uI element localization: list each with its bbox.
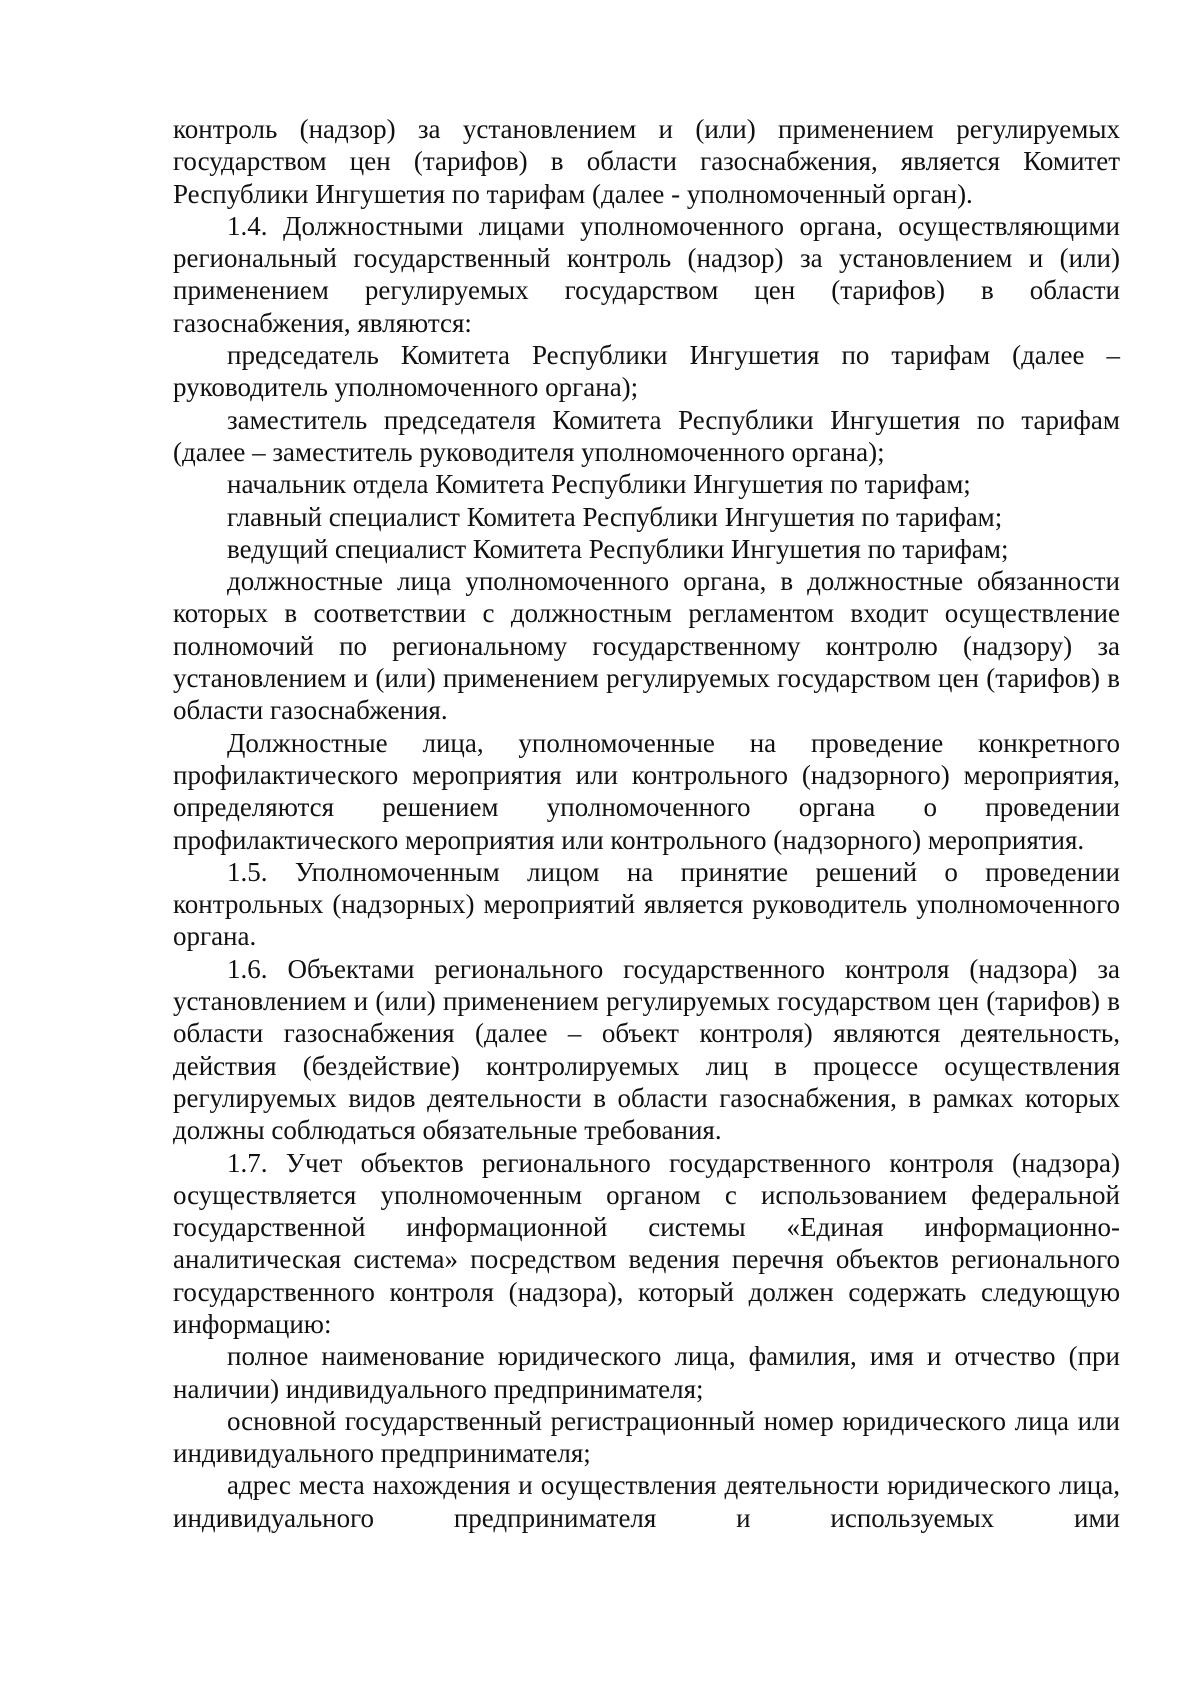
paragraph-1-5: 1.5. Уполномоченным лицом на принятие решений о проведении контрольных (надзорных) мероприятий является руководитель уполномоченного органа.	[173, 856, 1120, 952]
paragraph-1-7: 1.7. Учет объектов регионального государственного контроля (надзора) осуществляется уполномоченным органом с использованием федеральной государственной информационной системы «Единая информационно-аналитическая система» посредством ведения перечня объектов регионального государственного контроля (надзора), который должен содержать следующую информацию:	[173, 1147, 1120, 1339]
paragraph-authorized-officials: Должностные лица, уполномоченные на проведение конкретного профилактического мероприятия или контрольного (надзорного) мероприятия, определяются решением уполномоченного органа о проведении профилактического мероприятия или контрольного (надзорного) мероприятия.	[173, 727, 1120, 855]
list-item-department-head: начальник отдела Комитета Республики Ингушетия по тарифам;	[227, 469, 971, 500]
list-item-leading-specialist: ведущий специалист Комитета Республики Ингушетия по тарифам;	[227, 533, 1009, 564]
document-page	[173, 113, 1120, 1534]
list-item-chairman: председатель Комитета Республики Ингушетия по тарифам (далее – руководитель уполномоченного органа);	[173, 340, 1120, 403]
list-item-deputy-chairman: заместитель председателя Комитета Республики Ингушетия по тарифам (далее – заместитель руководителя уполномоченного органа);	[173, 404, 1120, 467]
list-item-address: адрес места нахождения и осуществления деятельности юридического лица, индивидуального предпринимателя и используемых ими	[173, 1470, 1120, 1533]
list-item-registration-number: основной государственный регистрационный номер юридического лица или индивидуального предпринимателя;	[173, 1405, 1120, 1469]
list-item-officials: должностные лица уполномоченного органа, в должностные обязанности которых в соответствии с должностным регламентом входит осуществление полномочий по региональному государственному контролю (надзору) за установлением и (или) применением регулируемых государством цен (тарифов) в области газоснабжения.	[173, 566, 1120, 726]
list-item-full-name: полное наименование юридического лица, фамилия, имя и отчество (при наличии) индивидуального предпринимателя;	[173, 1341, 1120, 1404]
paragraph-continuation: контроль (надзор) за установлением и (или) применением регулируемых государством цен (тарифов) в области газоснабжения, является Комитет Республики Ингушетия по тарифам (далее - уполномоченный орган).	[173, 114, 1120, 209]
list-item-chief-specialist: главный специалист Комитета Республики Ингушетия по тарифам;	[227, 501, 1003, 532]
paragraph-1-6: 1.6. Объектами регионального государственного контроля (надзора) за установлением и (или) применением регулируемых государством цен (тарифов) в области газоснабжения (далее – объект контроля) являются деятельность, действия (бездействие) контролируемых лиц в процессе осуществления регулируемых видов деятельности в области газоснабжения, в рамках которых должны соблюдаться обязательные требования.	[173, 953, 1120, 1146]
paragraph-1-4: 1.4. Должностными лицами уполномоченного органа, осуществляющими региональный государственный контроль (надзор) за установлением и (или) применением регулируемых государством цен (тарифов) в области газоснабжения, являются:	[173, 210, 1120, 338]
